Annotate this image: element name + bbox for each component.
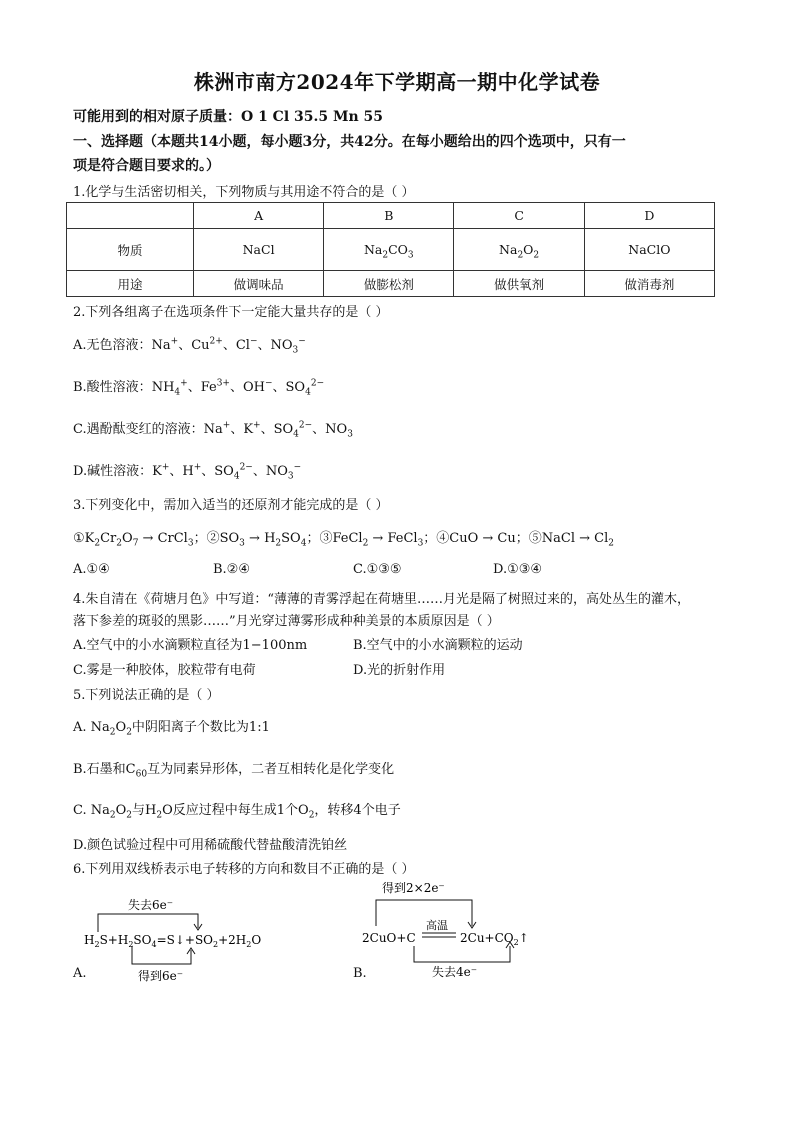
q3-option-c: C.①③⑤ — [353, 562, 402, 577]
q5-option-d: D.颜色试验过程中可用稀硫酸代替盐酸清洗铂丝 — [73, 838, 348, 853]
q2-stem: 2.下列各组离子在选项条件下一定能大量共存的是（ ） — [73, 305, 389, 320]
q4-stem-line2: 落下参差的斑驳的黑影……”月光穿过薄雾形成种种美景的本质原因是（ ） — [73, 614, 500, 629]
table-cell: A — [194, 203, 324, 229]
q5-option-a: A. $Na_2O_2$中阴阳离子个数比为1:1 — [73, 720, 270, 738]
q6-diagram-a — [80, 888, 280, 984]
table-row — [67, 229, 715, 271]
q2-option-b: B.酸性溶液：$NH_4^+$、$Fe^{3+}$、OH−、$SO_4^{2-}$ — [73, 378, 325, 398]
q5-option-b: B.石墨和$C_{60}$互为同素异形体，二者互相转化是化学变化 — [73, 762, 395, 780]
table-cell: 物质 — [67, 229, 194, 271]
table-cell: NaCl — [194, 229, 324, 271]
table-cell-na2o2: $Na_2O_2$ — [454, 229, 584, 271]
q4-stem-line1: 4.朱自清在《荷塘月色》中写道：“薄薄的青雾浮起在荷塘里……月光是隔了树照过来的，高处丛生的灌木， — [73, 592, 691, 607]
equation-b-right: $2Cu+CO_2↑$ — [460, 931, 529, 947]
lost-electron-bracket — [414, 946, 510, 962]
table-cell: D — [584, 203, 714, 229]
q6-diagram-b — [360, 876, 540, 980]
q4-option-b: B.空气中的小水滴颗粒的运动 — [353, 638, 523, 653]
q6-option-b-label: B. — [353, 966, 367, 981]
table-cell: 做供氧剂 — [454, 271, 584, 297]
q3-option-a: A.①④ — [73, 562, 110, 577]
q1-table — [66, 202, 715, 297]
q5-option-c: C. $Na_2O_2$与$H_2O$反应过程中每生成1个$O_2$，转移4个电子 — [73, 803, 401, 821]
q3-stem: 3.下列变化中，需加入适当的还原剂才能完成的是（ ） — [73, 498, 389, 513]
table-cell — [67, 203, 194, 229]
q4-option-c: C.雾是一种胶体，胶粒带有电荷 — [73, 663, 256, 678]
section-heading-line1: 一、选择题（本题共14小题，每小题3分，共42分。在每小题给出的四个选项中，只有一 — [73, 134, 626, 150]
lost-electron-label: 失去6e⁻ — [128, 898, 174, 912]
q5-stem: 5.下列说法正确的是（ ） — [73, 688, 220, 703]
table-cell: NaClO — [584, 229, 714, 271]
table-cell: 做消毒剂 — [584, 271, 714, 297]
lost-electron-bracket — [98, 914, 198, 932]
table-cell: B — [324, 203, 454, 229]
q6-option-a-label: A. — [73, 966, 87, 981]
table-row — [67, 271, 715, 297]
equation-a: $H_2S+H_2SO_4=S↓+SO_2+2H_2O$ — [84, 933, 262, 949]
q6-stem: 6.下列用双线桥表示电子转移的方向和数目不正确的是（ ） — [73, 862, 415, 877]
gained-electron-bracket — [376, 900, 472, 926]
table-cell-na2co3: $Na_2CO_3$ — [324, 229, 454, 271]
gained-electron-label: 得到2×2e⁻ — [382, 881, 445, 895]
table-cell: 做膨松剂 — [324, 271, 454, 297]
section-heading-line2: 项是符合题目要求的。） — [73, 158, 220, 174]
page-title: 株洲市南方2024年下学期高一期中化学试卷 — [193, 70, 601, 94]
lost-electron-label: 失去4e⁻ — [432, 965, 478, 979]
q2-option-a: A.无色溶液：Na+、$Cu^{2+}$、Cl−、$NO_3^-$ — [73, 336, 306, 356]
q3-changes: $①K_2Cr_2O_7$ → CrCl$_3$；$②SO_3 \to H_2SO_4$；③FeCl$_2$ → FeCl$_3$；④CuO → Cu；⑤NaCl → $Cl_2$ — [73, 531, 614, 549]
table-cell: C — [454, 203, 584, 229]
equation-b-left: 2CuO+C — [362, 931, 416, 945]
reaction-condition: 高温 — [426, 919, 448, 932]
q4-option-a: A.空气中的小水滴颗粒直径为1−100nm — [73, 638, 308, 653]
gained-electron-label: 得到6e⁻ — [138, 969, 184, 983]
q3-option-d: D.①③④ — [493, 562, 543, 577]
q1-stem: 1.化学与生活密切相关，下列物质与其用途不符合的是（ ） — [73, 185, 415, 200]
table-cell: 做调味品 — [194, 271, 324, 297]
q2-option-c: C.遇酚酞变红的溶液：Na+、K+、$SO_4^{2-}$、$NO_3$ — [73, 420, 353, 440]
table-cell: 用途 — [67, 271, 194, 297]
q4-option-d: D.光的折射作用 — [353, 663, 446, 678]
q3-option-b: B.②④ — [213, 562, 250, 577]
atomic-mass-line: 可能用到的相对原子质量：O 1 Cl 35.5 Mn 55 — [73, 109, 384, 125]
q2-option-d: D.碱性溶液：K+、H+、$SO_4^{2-}$、$NO_3^-$ — [73, 462, 302, 482]
gained-electron-bracket — [132, 946, 191, 964]
table-row — [67, 203, 715, 229]
